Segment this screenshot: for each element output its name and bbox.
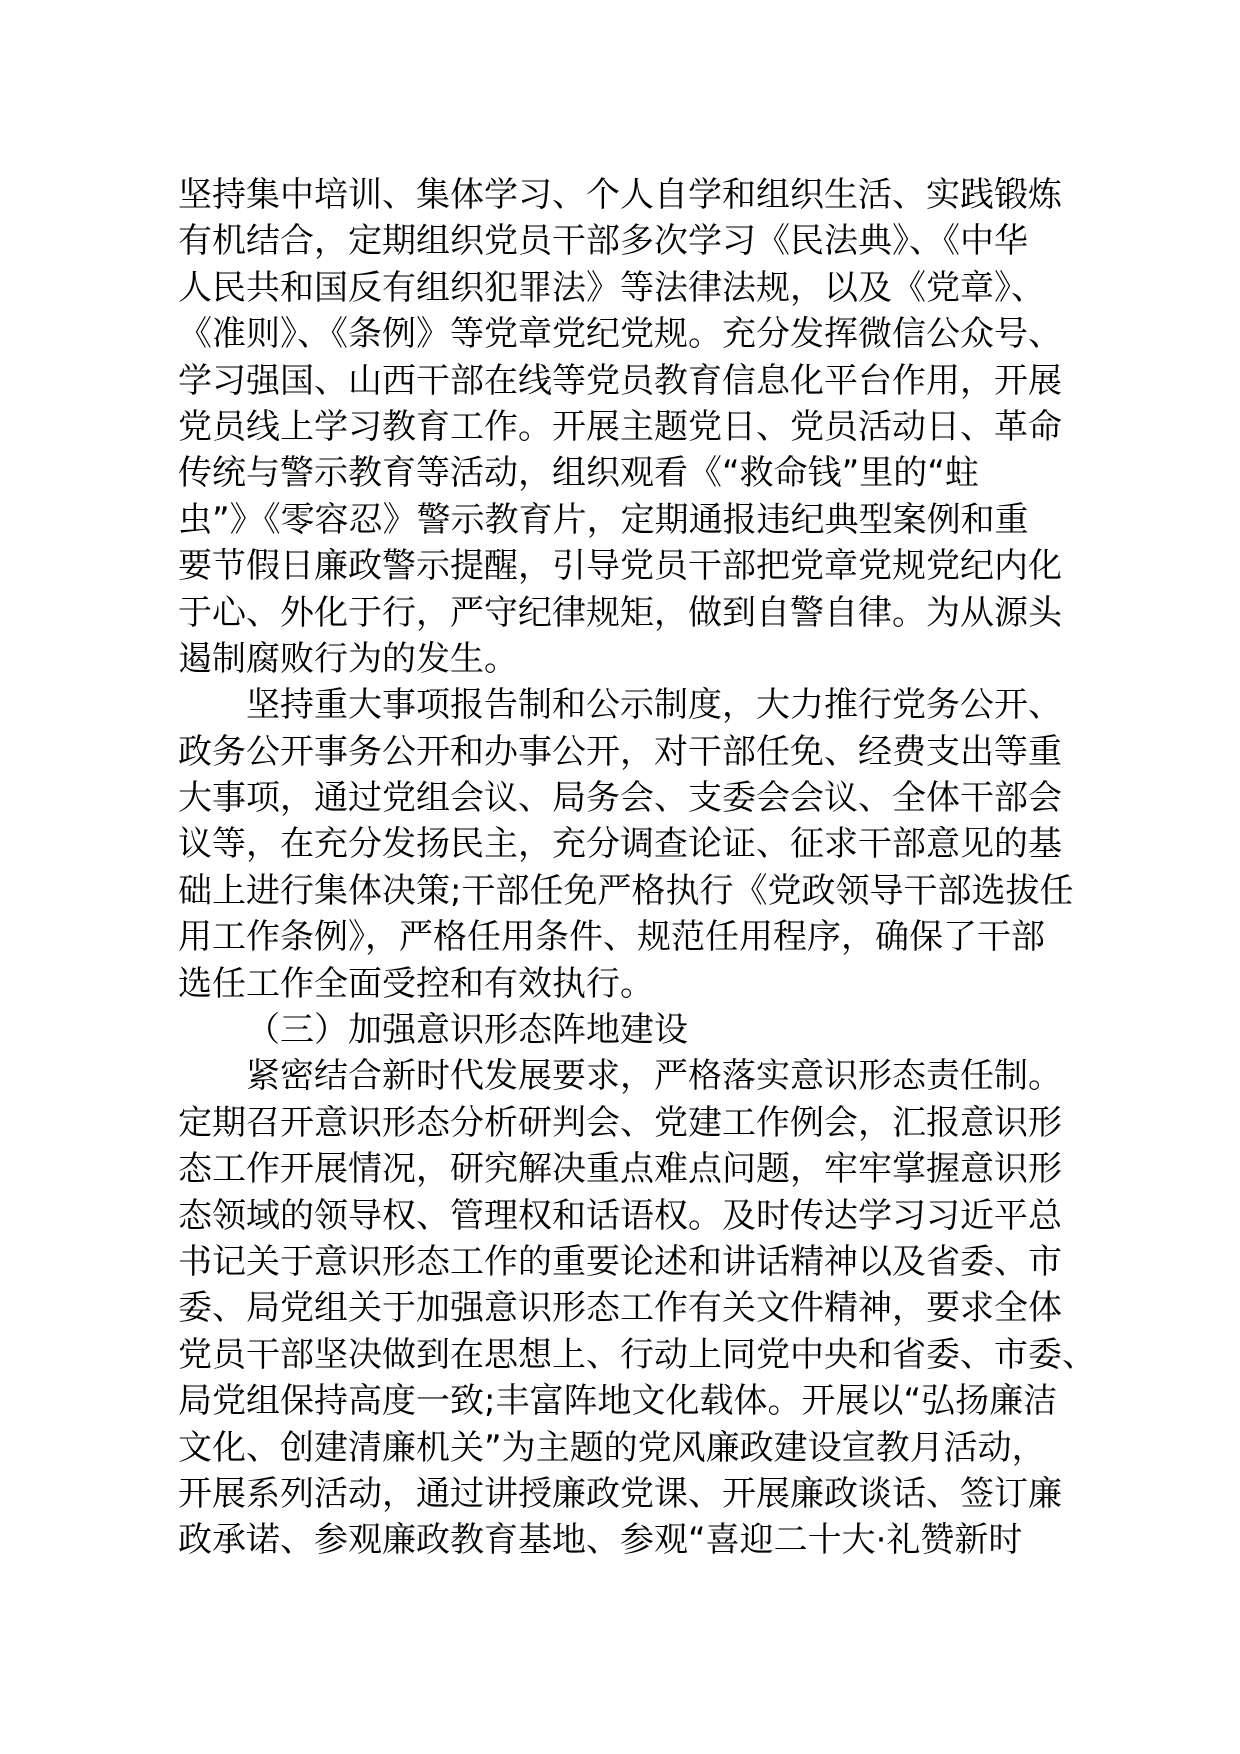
text-line: 《准则》、《条例》等党章党纪党规。充分发挥微信公众号、 xyxy=(178,314,1062,355)
text-line: 础上进行集体决策;干部任免严格执行《党政领导干部选拔任 xyxy=(178,870,1074,911)
text-line: 学习强国、山西干部在线等党员教育信息化平台作用，开展 xyxy=(178,360,1062,401)
text-line: 态工作开展情况，研究解决重点难点问题，牢牢掌握意识形 xyxy=(178,1149,1062,1190)
text-line: 人民共和国反有组织犯罪法》等法律法规，以及《党章》、 xyxy=(178,267,1045,308)
text-line: 局党组保持高度一致;丰富阵地文化载体。开展以“弘扬廉洁 xyxy=(178,1381,1058,1422)
text-line: 书记关于意识形态工作的重要论述和讲话精神以及省委、市 xyxy=(178,1241,1062,1282)
text-line: 党员线上学习教育工作。开展主题党日、党员活动日、革命 xyxy=(178,406,1062,447)
section-heading: （三）加强意识形态阵地建设 xyxy=(246,1010,688,1051)
text-line: 用工作条例》，严格任用条件、规范任用程序，确保了干部 xyxy=(178,917,1045,958)
document-body xyxy=(178,172,1096,1564)
text-line: 委、局党组关于加强意识形态工作有关文件精神，要求全体 xyxy=(178,1288,1062,1329)
text-line: 遏制腐败行为的发生。 xyxy=(178,638,518,679)
text-line: 于心、外化于行，严守纪律规矩，做到自警自律。为从源头 xyxy=(178,592,1062,633)
text-line: 态领域的领导权、管理权和话语权。及时传达学习习近平总 xyxy=(178,1195,1062,1236)
text-line: 文化、创建清廉机关”为主题的党风廉政建设宣教月活动， xyxy=(178,1427,1046,1468)
paragraph-start-line: 紧密结合新时代发展要求，严格落实意识形态责任制。 xyxy=(246,1056,1062,1097)
paragraph-start-line: 坚持重大事项报告制和公示制度，大力推行党务公开、 xyxy=(246,685,1062,726)
text-line: 政承诺、参观廉政教育基地、参观“喜迎二十大·礼赞新时 xyxy=(178,1520,1023,1561)
text-line: 大事项，通过党组会议、局务会、支委会会议、全体干部会 xyxy=(178,778,1062,819)
text-line: 议等，在充分发扬民主，充分调查论证、征求干部意见的基 xyxy=(178,824,1062,865)
text-line: 党员干部坚决做到在思想上、行动上同党中央和省委、市委、 xyxy=(178,1334,1096,1375)
text-line: 有机结合，定期组织党员干部多次学习《民法典》、《中华 xyxy=(178,221,1028,262)
text-line: 定期召开意识形态分析研判会、党建工作例会，汇报意识形 xyxy=(178,1102,1062,1143)
text-line: 传统与警示教育等活动，组织观看《“救命钱”里的“蛀 xyxy=(178,453,979,494)
text-line: 政务公开事务公开和办事公开，对干部任免、经费支出等重 xyxy=(178,731,1062,772)
text-line: 虫”》《零容忍》警示教育片，定期通报违纪典型案例和重 xyxy=(178,499,1029,540)
text-line: 坚持集中培训、集体学习、个人自学和组织生活、实践锻炼 xyxy=(178,175,1062,215)
text-line: 开展系列活动，通过讲授廉政党课、开展廉政谈话、签订廉 xyxy=(178,1473,1062,1514)
text-line: 要节假日廉政警示提醒，引导党员干部把党章党规党纪内化 xyxy=(178,546,1062,587)
text-line: 选任工作全面受控和有效执行。 xyxy=(178,963,654,1004)
